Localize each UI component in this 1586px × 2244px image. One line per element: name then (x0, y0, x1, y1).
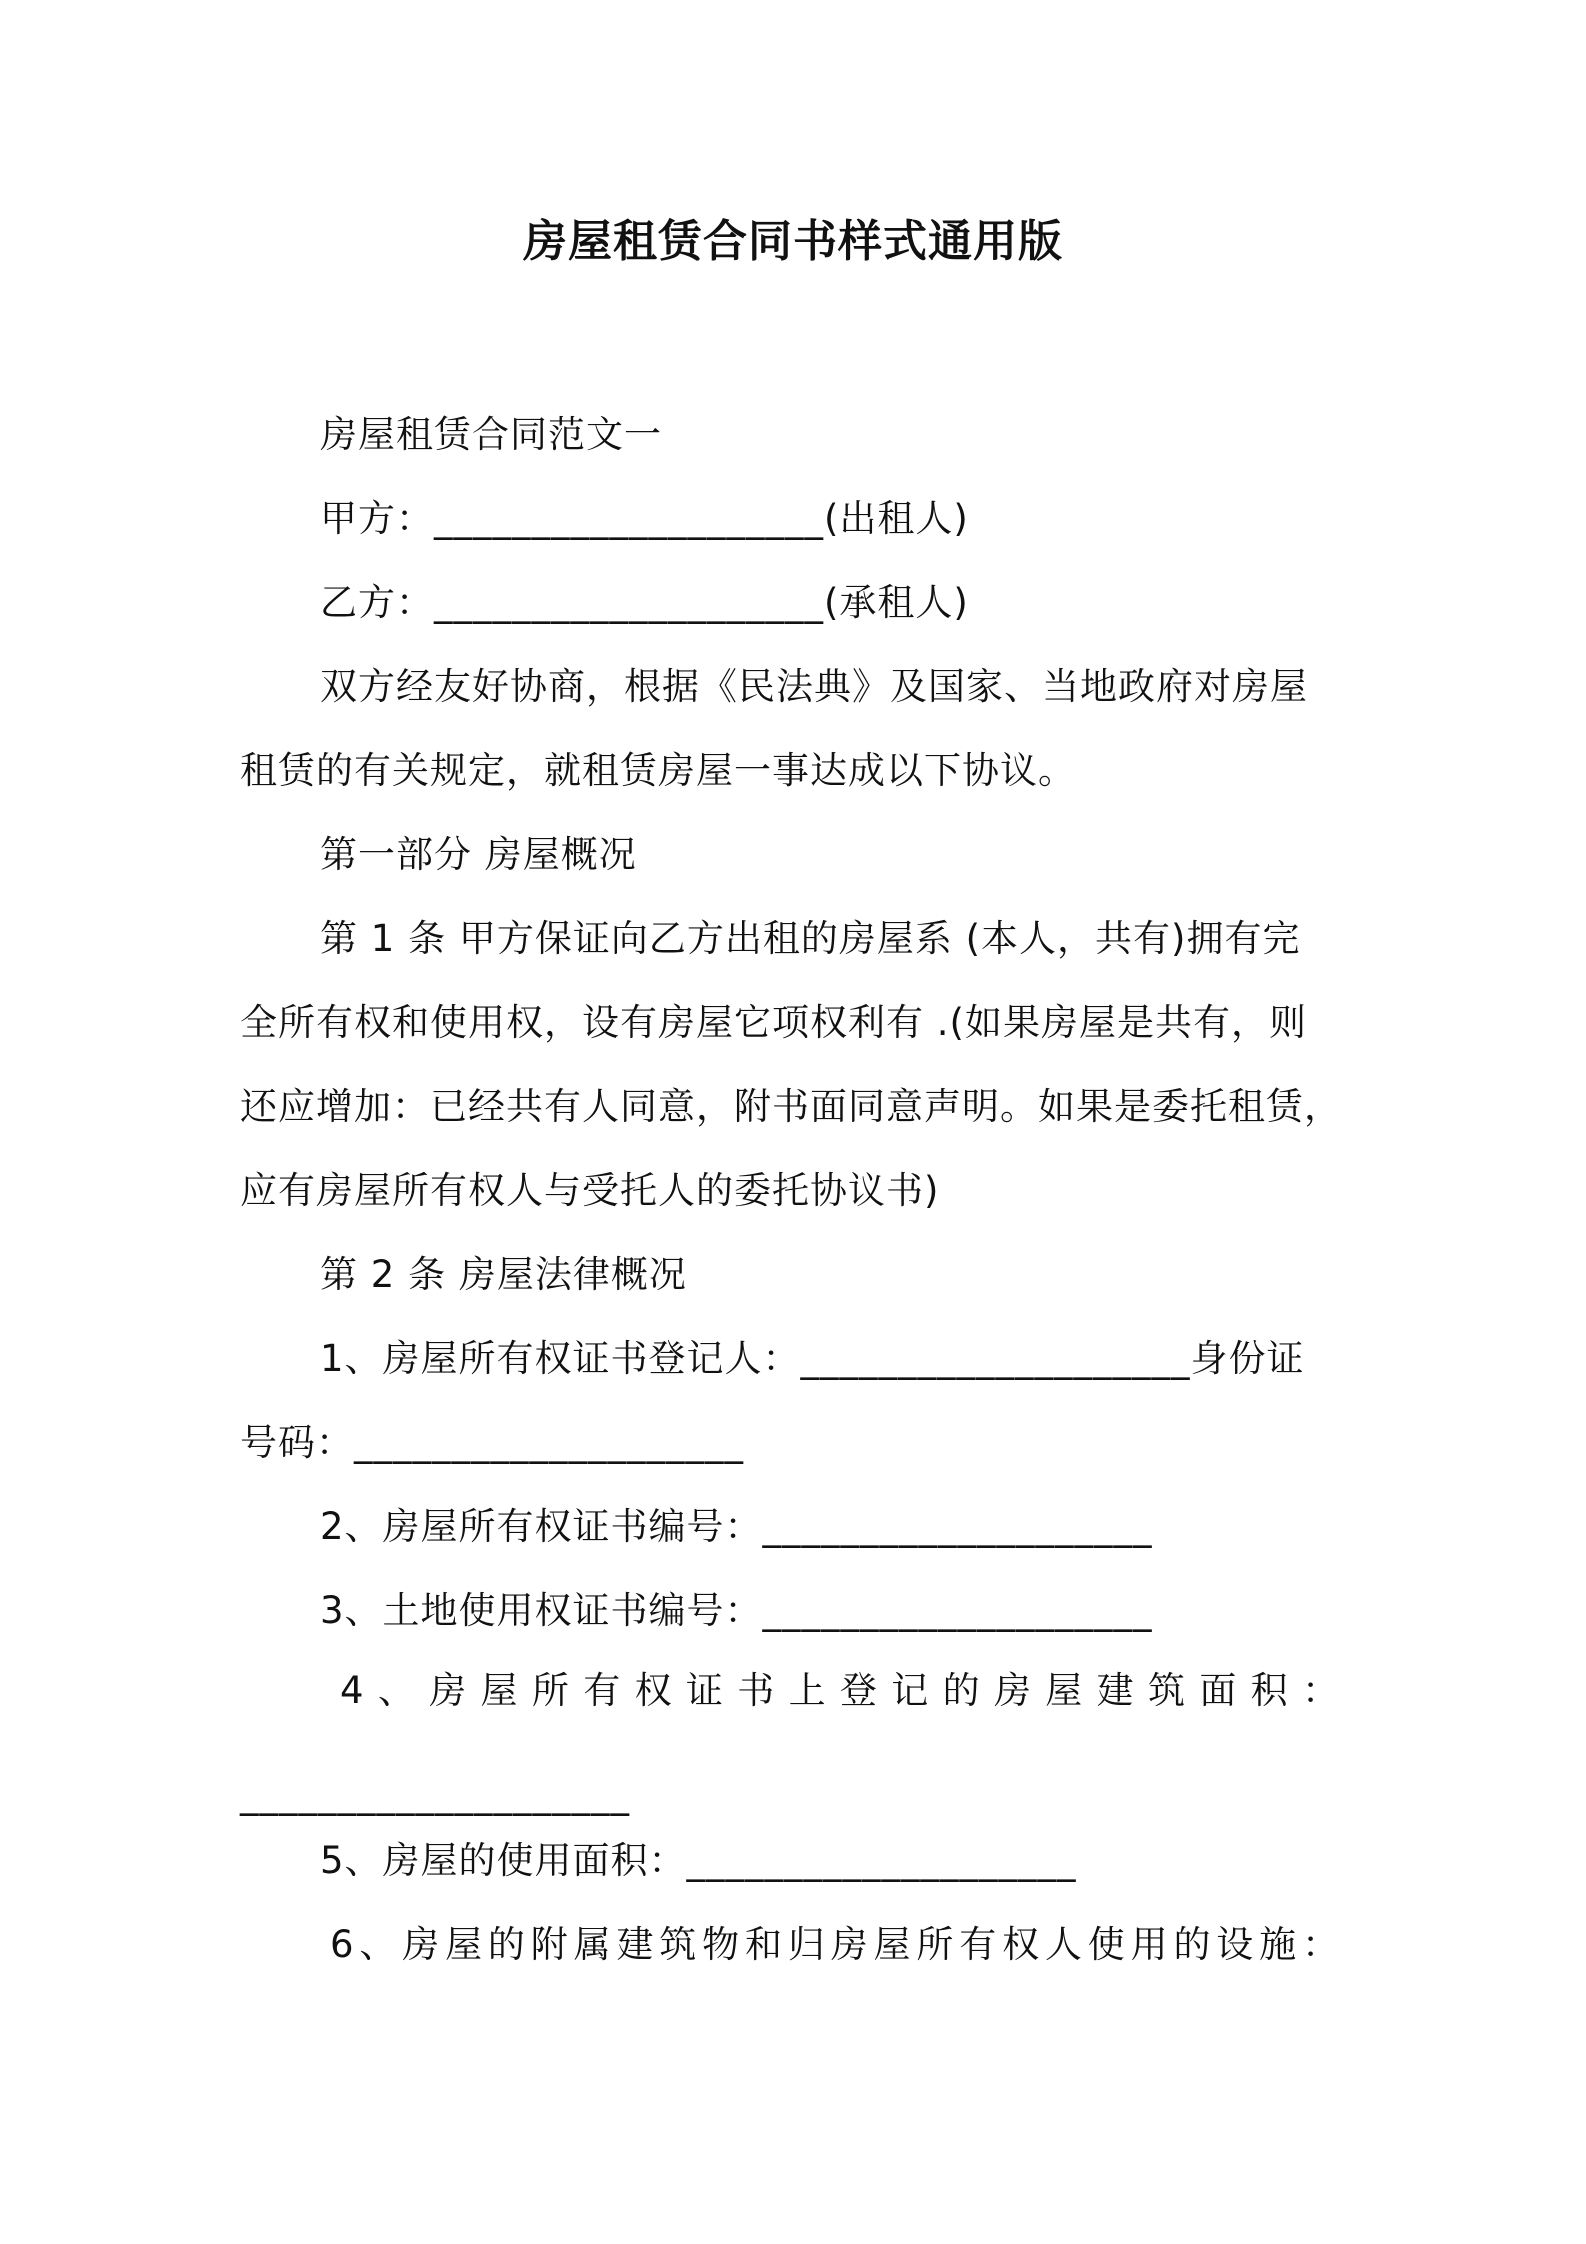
party-b-label: 乙方： (320, 581, 434, 624)
item5-blank: ____________________ (686, 1839, 1077, 1882)
document-title: 房屋租赁合同书样式通用版 (523, 216, 1063, 267)
article1-line-1: 第 1 条 甲方保证向乙方出租的房屋系 (本人，共有)拥有完 (320, 917, 1301, 960)
item3-label: 3、土地使用权证书编号： (320, 1589, 763, 1632)
item1-label: 1、房屋所有权证书登记人： (320, 1337, 801, 1380)
party-a-blank: ____________________ (434, 497, 824, 540)
item3-line (320, 1586, 1153, 1636)
item1-blank: ____________________ (800, 1337, 1191, 1380)
item1-id-label: 号码： (240, 1421, 354, 1464)
item2-blank: ____________________ (762, 1505, 1153, 1548)
item1-id-blank: ____________________ (354, 1421, 744, 1464)
item1-line-2 (240, 1418, 744, 1468)
item1-line-1 (320, 1334, 1305, 1384)
article2-heading: 第 2 条 房屋法律概况 (320, 1253, 687, 1296)
item2-label: 2、房屋所有权证书编号： (320, 1505, 763, 1548)
item5-line (320, 1836, 1077, 1886)
party-b-blank: ____________________ (434, 581, 824, 624)
intro-line-2: 租赁的有关规定，就租赁房屋一事达成以下协议。 (240, 749, 1076, 792)
part1-heading: 第一部分 房屋概况 (320, 833, 637, 876)
article1-line-4: 应有房屋所有权人与受托人的委托协议书) (240, 1169, 940, 1212)
intro-line-1: 双方经友好协商，根据《民法典》及国家、当地政府对房屋 (320, 665, 1308, 708)
item6-line: 6、房屋的附属建筑物和归房屋所有权人使用的设施： (330, 1923, 1340, 1966)
party-a-label: 甲方： (320, 497, 434, 540)
item2-line (320, 1502, 1153, 1552)
item5-label: 5、房屋的使用面积： (320, 1839, 687, 1882)
item1-tail: 身份证 (1190, 1337, 1305, 1380)
item4-line-1: 4、房屋所有权证书上登记的房屋建筑面积： (340, 1669, 1340, 1712)
subtitle: 房屋租赁合同范文一 (320, 413, 662, 456)
item3-blank: ____________________ (762, 1589, 1153, 1632)
article1-line-3: 还应增加：已经共有人同意，附书面同意声明。如果是委托租赁， (240, 1085, 1342, 1128)
party-a-line (320, 494, 969, 544)
party-b-line (320, 578, 969, 628)
party-b-role: (承租人) (824, 581, 969, 624)
item4-blank: ____________________ (240, 1773, 630, 1816)
party-a-role: (出租人) (824, 497, 969, 540)
article1-line-2: 全所有权和使用权，设有房屋它项权利有 .(如果房屋是共有，则 (240, 1001, 1307, 1044)
